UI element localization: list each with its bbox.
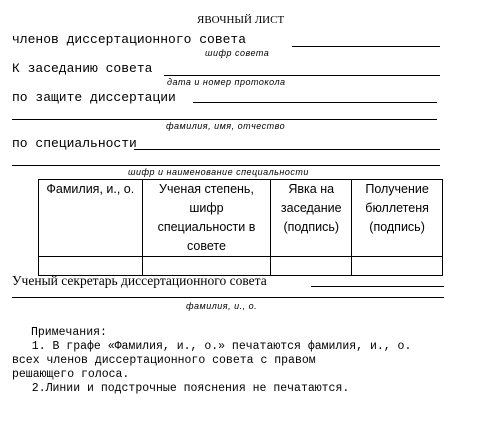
note-item-2: 2.Линии и подстрочные пояснения не печатаются. — [18, 382, 350, 395]
header-name: Фамилия, и., о. — [39, 180, 143, 257]
note-item-1-line-3: решающего голоса. — [12, 368, 130, 381]
secretary-label: Ученый секретарь диссертационного совета — [12, 273, 267, 288]
notes-block — [12, 326, 411, 396]
secretary-line — [311, 286, 444, 287]
specialty-caption: шифр и наименование специальности — [128, 167, 309, 177]
note-item-1-line-2: всех членов диссертационного совета с правом — [12, 354, 316, 367]
meeting-date-caption: дата и номер протокола — [167, 77, 286, 87]
secretary-caption: фамилия, и., о. — [186, 301, 258, 311]
table-header-row — [39, 180, 443, 257]
defense-label: по защите диссертации — [12, 90, 176, 105]
header-ballot: Получение бюллетеня (подпись) — [352, 180, 443, 257]
candidate-name-caption: фамилия, имя, отчество — [166, 121, 286, 131]
table-cell — [352, 257, 443, 276]
document-title: ЯВОЧНЫЙ ЛИСТ — [197, 14, 285, 26]
council-label: членов диссертационного совета — [12, 32, 247, 47]
council-code-line — [292, 46, 440, 47]
header-degree: Ученая степень, шифр специальности в совете — [142, 180, 271, 257]
table-cell — [271, 257, 352, 276]
specialty-line — [134, 149, 440, 150]
note-item-1-line-1: 1. В графе «Фамилия, и., о.» печатаются фамилия, и., о. — [18, 340, 412, 353]
specialty-label: по специальности — [12, 136, 137, 151]
secretary-name-line — [12, 297, 444, 298]
specialty-name-line — [12, 165, 440, 166]
council-code-caption: шифр совета — [205, 48, 270, 58]
attendance-table — [38, 179, 443, 276]
notes-heading: Примечания: — [31, 326, 107, 339]
meeting-label: К заседанию совета — [12, 61, 153, 76]
meeting-date-line — [164, 75, 440, 76]
candidate-name-line — [12, 119, 437, 120]
header-attendance: Явка на заседание (подпись) — [271, 180, 352, 257]
defense-line — [193, 102, 437, 103]
